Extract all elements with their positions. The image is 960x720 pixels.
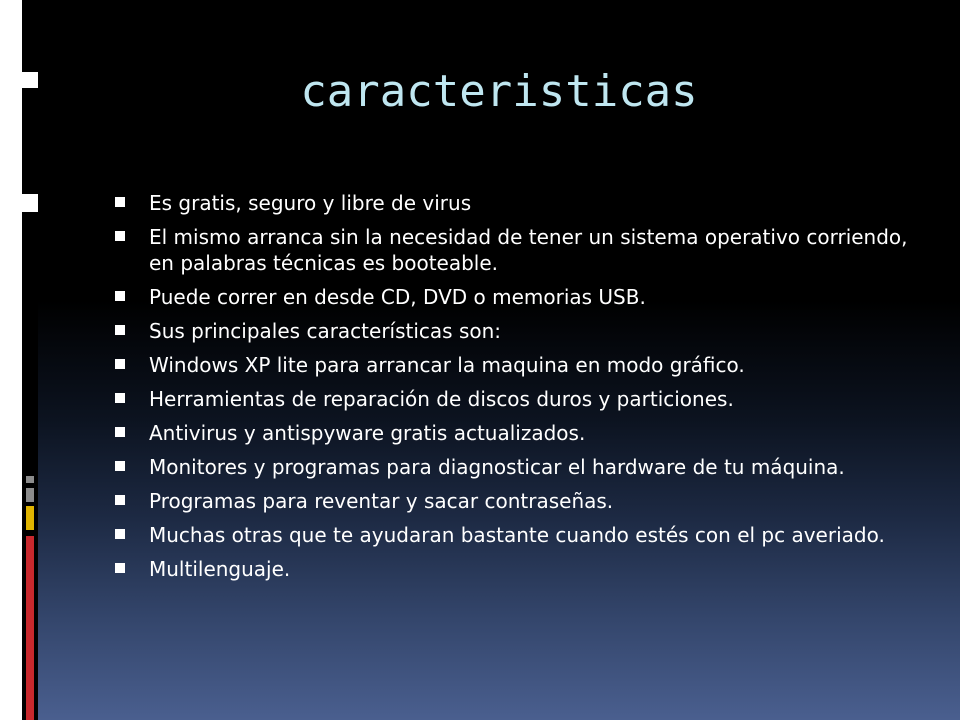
bullet-text: Programas para reventar y sacar contraseñas. — [149, 489, 614, 513]
bullet-item — [112, 454, 932, 480]
bullet-text: Herramientas de reparación de discos duros y particiones. — [149, 387, 734, 411]
left-bar-segment — [22, 88, 38, 194]
square-bullet-icon — [115, 393, 125, 403]
square-bullet-icon — [115, 529, 125, 539]
bullet-text: Es gratis, seguro y libre de virus — [149, 191, 472, 215]
square-bullet-icon — [115, 325, 125, 335]
bullet-text: Windows XP lite para arrancar la maquina en modo gráfico. — [149, 353, 745, 377]
bullet-text: Muchas otras que te ayudaran bastante cuando estés con el pc averiado. — [149, 523, 885, 547]
bullet-list — [112, 190, 932, 590]
square-bullet-icon — [115, 291, 125, 301]
bullet-item — [112, 420, 932, 446]
bullet-text: Sus principales características son: — [149, 319, 502, 343]
square-bullet-icon — [115, 495, 125, 505]
accent-yellow-mark — [26, 506, 34, 530]
bullet-item — [112, 352, 932, 378]
bullet-item — [112, 488, 932, 514]
square-bullet-icon — [115, 231, 125, 241]
square-bullet-icon — [115, 197, 125, 207]
bullet-item — [112, 386, 932, 412]
bullet-text: Multilenguaje. — [149, 557, 291, 581]
square-bullet-icon — [115, 427, 125, 437]
left-decorative-bar — [0, 0, 38, 720]
accent-gray-mark — [26, 476, 34, 483]
square-bullet-icon — [115, 359, 125, 369]
bullet-item — [112, 522, 932, 548]
square-bullet-icon — [115, 461, 125, 471]
bullet-text: Monitores y programas para diagnosticar el hardware de tu máquina. — [149, 455, 845, 479]
slide-title: caracteristicas — [300, 66, 698, 117]
accent-gray-mark — [26, 488, 34, 502]
bullet-item — [112, 224, 932, 276]
square-bullet-icon — [115, 563, 125, 573]
bullet-item — [112, 190, 932, 216]
bullet-text: Puede correr en desde CD, DVD o memorias USB. — [149, 285, 646, 309]
bullet-text: El mismo arranca sin la necesidad de tener un sistema operativo corriendo, en palabras técnicas es booteable. — [149, 225, 908, 275]
left-bar-segment — [22, 0, 38, 72]
accent-red-mark — [26, 536, 34, 720]
bullet-item — [112, 284, 932, 310]
bullet-text: Antivirus y antispyware gratis actualizados. — [149, 421, 586, 445]
bullet-item — [112, 556, 932, 582]
bullet-item — [112, 318, 932, 344]
